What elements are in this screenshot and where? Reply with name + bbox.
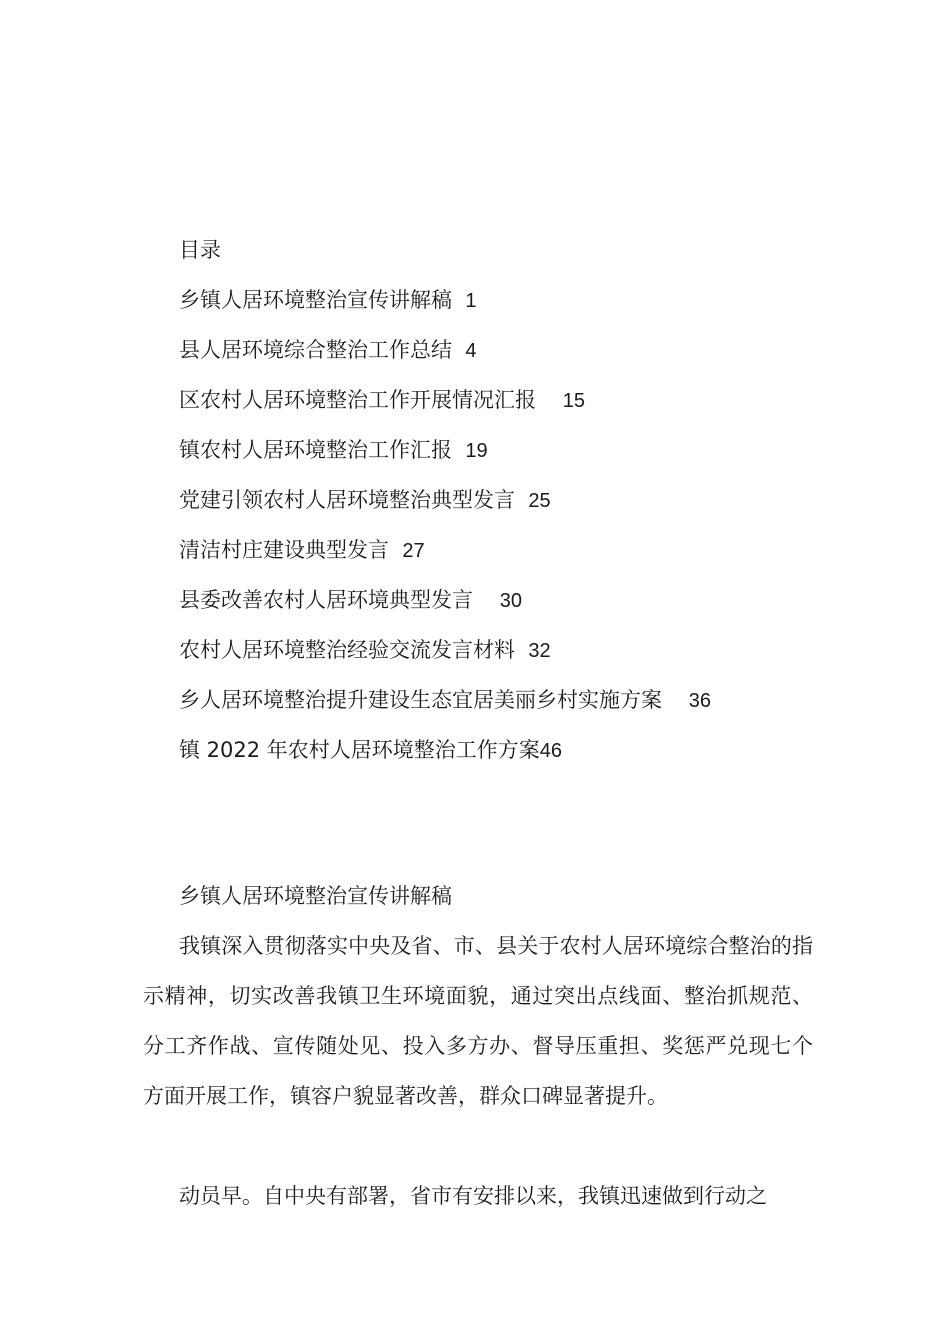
toc-entry-title: 县人居环境综合整治工作总结 xyxy=(179,338,466,362)
body-paragraph: 我镇深入贯彻落实中央及省、市、县关于农村人居环境综合整治的指示精神，切实改善我镇卫生环境面貌，通过突出点线面、整治抓规范、分工齐作战、宣传随处见、投入多方办、督导压重担、奖惩严兑现七个方面开展工作，镇容户貌显著改善，群众口碑显著提升。 xyxy=(143,934,813,1108)
toc-entry-title: 党建引领农村人居环境整治典型发言 xyxy=(179,488,529,512)
toc-entry[interactable] xyxy=(179,685,711,735)
table-of-contents xyxy=(179,285,711,785)
section-title: 乡镇人居环境整治宣传讲解稿 xyxy=(179,884,452,908)
toc-entry[interactable] xyxy=(179,285,711,335)
toc-entry-page: 32 xyxy=(528,640,551,662)
toc-entry-title: 区农村人居环境整治工作开展情况汇报 xyxy=(179,388,563,412)
toc-entry-page: 30 xyxy=(499,590,522,612)
toc-entry-page: 25 xyxy=(528,490,551,512)
toc-entry[interactable] xyxy=(179,535,711,585)
toc-entry-page: 1 xyxy=(465,290,477,312)
body-paragraph: 动员早。自中央有部署，省市有安排以来，我镇迅速做到行动之 xyxy=(179,1184,767,1208)
toc-entry-title: 镇 2022 年农村人居环境整治工作方案 xyxy=(179,738,540,762)
toc-entry[interactable] xyxy=(179,585,711,635)
toc-entry[interactable] xyxy=(179,735,711,785)
toc-entry-title: 清洁村庄建设典型发言 xyxy=(179,538,403,562)
toc-entry[interactable] xyxy=(179,485,711,535)
toc-entry-title: 县委改善农村人居环境典型发言 xyxy=(179,588,500,612)
toc-title: 目录 xyxy=(179,238,221,262)
toc-entry-page: 15 xyxy=(562,390,585,412)
toc-entry[interactable] xyxy=(179,635,711,685)
toc-entry-title: 农村人居环境整治经验交流发言材料 xyxy=(179,638,529,662)
toc-entry-title: 乡镇人居环境整治宣传讲解稿 xyxy=(179,288,466,312)
toc-entry-title: 镇农村人居环境整治工作汇报 xyxy=(179,438,466,462)
toc-entry-page: 19 xyxy=(465,440,488,462)
toc-entry[interactable] xyxy=(179,335,711,385)
toc-entry[interactable] xyxy=(179,385,711,435)
toc-entry-page: 36 xyxy=(688,690,711,712)
toc-entry-title: 乡人居环境整治提升建设生态宜居美丽乡村实施方案 xyxy=(179,688,689,712)
toc-entry-page: 4 xyxy=(465,340,477,362)
toc-entry-page: 27 xyxy=(402,540,425,562)
toc-entry[interactable] xyxy=(179,435,711,485)
toc-entry-page: 46 xyxy=(539,740,563,762)
